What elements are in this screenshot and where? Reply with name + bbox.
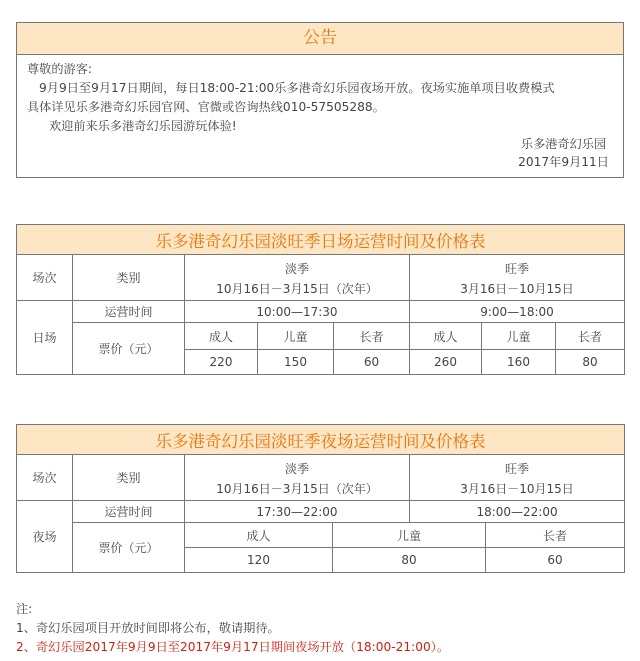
row-label-hours: 运营时间 xyxy=(73,301,185,323)
session-name: 日场 xyxy=(17,301,73,375)
table-header-row xyxy=(17,255,625,277)
table-row xyxy=(17,323,625,350)
senior-label: 长者 xyxy=(486,523,625,548)
table-row xyxy=(17,501,625,523)
child-label: 儿童 xyxy=(333,523,486,548)
notice-line-3: 欢迎前来乐多港奇幻乐园游玩体验! xyxy=(49,119,237,133)
header-high-period: 3月16日－10月15日 xyxy=(410,477,625,501)
high-senior-label: 长者 xyxy=(556,323,625,350)
notice-body xyxy=(17,55,623,136)
notice-signature-block xyxy=(518,135,609,171)
header-high-season: 旺季 xyxy=(410,455,625,477)
header-low-season: 淡季 xyxy=(185,255,410,277)
session-name: 夜场 xyxy=(17,501,73,573)
row-label-hours: 运营时间 xyxy=(73,501,185,523)
header-category: 类别 xyxy=(73,255,185,301)
notice-greeting: 尊敬的游客: xyxy=(27,62,93,76)
notice-box xyxy=(16,22,624,178)
low-senior-label: 长者 xyxy=(334,323,410,350)
low-child-label: 儿童 xyxy=(258,323,334,350)
low-hours: 10:00—17:30 xyxy=(185,301,410,323)
child-price: 80 xyxy=(333,548,486,573)
table-row xyxy=(17,523,625,548)
high-adult-label: 成人 xyxy=(410,323,482,350)
header-low-period: 10月16日－3月15日（次年） xyxy=(185,477,410,501)
low-hours: 17:30—22:00 xyxy=(185,501,410,523)
header-session: 场次 xyxy=(17,455,73,501)
adult-price: 120 xyxy=(185,548,333,573)
table-row xyxy=(17,301,625,323)
notice-signature: 乐多港奇幻乐园 xyxy=(520,137,607,151)
high-child-label: 儿童 xyxy=(482,323,556,350)
footnotes xyxy=(16,600,626,657)
day-table-title: 乐多港奇幻乐园淡旺季日场运营时间及价格表 xyxy=(17,225,625,255)
table-title-row xyxy=(17,425,625,455)
header-category: 类别 xyxy=(73,455,185,501)
note-1: 1、奇幻乐园项目开放时间即将公布，敬请期待。 xyxy=(16,621,280,635)
notice-line-2: 具体详见乐多港奇幻乐园官网、官微或咨询热线010-57505288。 xyxy=(27,100,385,114)
notes-label: 注: xyxy=(16,602,33,616)
day-price-table xyxy=(16,224,625,375)
high-adult-price: 260 xyxy=(410,350,482,375)
low-adult-label: 成人 xyxy=(185,323,258,350)
header-high-period: 3月16日－10月15日 xyxy=(410,277,625,301)
senior-price: 60 xyxy=(486,548,625,573)
row-label-price: 票价（元） xyxy=(73,523,185,573)
high-hours: 9:00—18:00 xyxy=(410,301,625,323)
header-high-season: 旺季 xyxy=(410,255,625,277)
notice-date: 2017年9月11日 xyxy=(518,155,609,169)
low-child-price: 150 xyxy=(258,350,334,375)
header-low-period: 10月16日－3月15日（次年） xyxy=(185,277,410,301)
notice-title: 公告 xyxy=(17,23,623,55)
low-senior-price: 60 xyxy=(334,350,410,375)
high-senior-price: 80 xyxy=(556,350,625,375)
table-header-row xyxy=(17,455,625,477)
high-hours: 18:00—22:00 xyxy=(410,501,625,523)
row-label-price: 票价（元） xyxy=(73,323,185,375)
adult-label: 成人 xyxy=(185,523,333,548)
note-2: 2、奇幻乐园2017年9月9日至2017年9月17日期间夜场开放（18:00-21:00）。 xyxy=(16,640,450,654)
night-table-title: 乐多港奇幻乐园淡旺季夜场运营时间及价格表 xyxy=(17,425,625,455)
low-adult-price: 220 xyxy=(185,350,258,375)
high-child-price: 160 xyxy=(482,350,556,375)
notice-line-1: 9月9日至9月17日期间，每日18:00-21:00乐多港奇幻乐园夜场开放。夜场实施单项目收费模式 xyxy=(39,81,555,95)
header-session: 场次 xyxy=(17,255,73,301)
night-price-table xyxy=(16,424,625,573)
header-low-season: 淡季 xyxy=(185,455,410,477)
table-title-row xyxy=(17,225,625,255)
